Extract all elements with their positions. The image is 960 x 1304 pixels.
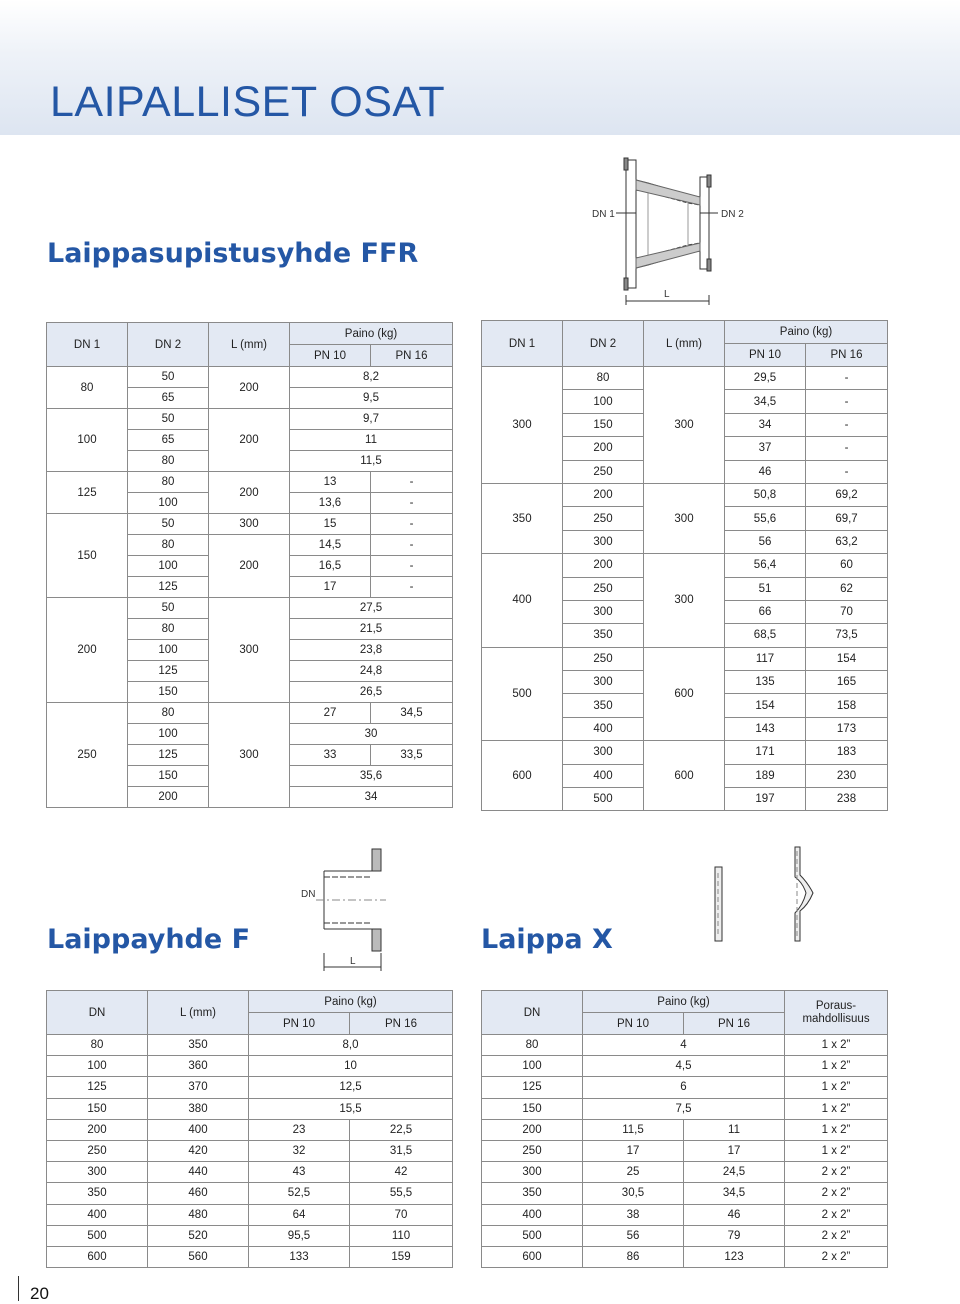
pn10-cell: 37 xyxy=(725,437,806,460)
pn16-cell: - xyxy=(371,535,453,556)
dn2-cell: 125 xyxy=(128,745,209,766)
dn2-cell: 100 xyxy=(128,724,209,745)
dn2-cell: 200 xyxy=(128,787,209,808)
header-pn10: PN 10 xyxy=(725,344,806,367)
dn2-cell: 250 xyxy=(563,460,644,483)
l-cell: 200 xyxy=(209,367,290,409)
pn10-cell: 117 xyxy=(725,647,806,670)
pn10-cell: 56 xyxy=(583,1225,684,1246)
dn2-cell: 400 xyxy=(563,764,644,787)
pn16-cell: 173 xyxy=(806,717,888,740)
dn-cell: 300 xyxy=(47,1162,148,1183)
pn16-cell: 69,2 xyxy=(806,483,888,506)
weight-cell: 21,5 xyxy=(290,619,453,640)
pn10-cell: 23 xyxy=(249,1119,350,1140)
pn16-cell: 42 xyxy=(350,1162,453,1183)
dn-cell: 80 xyxy=(47,1035,148,1056)
l-cell: 520 xyxy=(148,1225,249,1246)
pn10-cell: 95,5 xyxy=(249,1225,350,1246)
dn-cell: 100 xyxy=(47,1056,148,1077)
l-cell: 560 xyxy=(148,1246,249,1267)
pn10-cell: 43 xyxy=(249,1162,350,1183)
pn10-cell: 52,5 xyxy=(249,1183,350,1204)
pn16-cell: 158 xyxy=(806,694,888,717)
dn-cell: 100 xyxy=(482,1056,583,1077)
pn10-cell: 25 xyxy=(583,1162,684,1183)
dn1-cell: 100 xyxy=(47,409,128,472)
l-cell: 370 xyxy=(148,1077,249,1098)
pn16-cell: 154 xyxy=(806,647,888,670)
dn-cell: 400 xyxy=(47,1204,148,1225)
l-cell: 300 xyxy=(209,598,290,703)
dn-cell: 600 xyxy=(482,1246,583,1267)
header-dn2: DN 2 xyxy=(128,323,209,367)
dn1-cell: 125 xyxy=(47,472,128,514)
dn2-cell: 50 xyxy=(128,367,209,388)
pn10-cell: 29,5 xyxy=(725,367,806,390)
weight-cell: 11 xyxy=(290,430,453,451)
ffr-table-right xyxy=(481,320,888,811)
pn10-cell: 16,5 xyxy=(290,556,371,577)
pn16-cell: 33,5 xyxy=(371,745,453,766)
dn2-cell: 65 xyxy=(128,430,209,451)
pn10-cell: 133 xyxy=(249,1246,350,1267)
pn10-cell: 189 xyxy=(725,764,806,787)
poraus-cell: 1 x 2” xyxy=(785,1035,888,1056)
weight-cell: 7,5 xyxy=(583,1098,785,1119)
dn-cell: 500 xyxy=(47,1225,148,1246)
laippayhde-f-title: Laippayhde F xyxy=(47,924,251,955)
dn-cell: 400 xyxy=(482,1204,583,1225)
l-cell: 400 xyxy=(148,1119,249,1140)
pn16-cell: 55,5 xyxy=(350,1183,453,1204)
poraus-cell: 2 x 2” xyxy=(785,1246,888,1267)
header-paino: Paino (kg) xyxy=(725,321,888,344)
pn16-cell: 183 xyxy=(806,741,888,764)
pn10-cell: 34,5 xyxy=(725,390,806,413)
weight-cell: 4,5 xyxy=(583,1056,785,1077)
dn2-cell: 80 xyxy=(128,451,209,472)
pn16-cell: 34,5 xyxy=(684,1183,785,1204)
dn2-cell: 80 xyxy=(128,472,209,493)
l-cell: 300 xyxy=(644,483,725,553)
dn1-cell: 200 xyxy=(47,598,128,703)
pn16-cell: - xyxy=(371,577,453,598)
dn2-cell: 500 xyxy=(563,788,644,811)
pn10-cell: 66 xyxy=(725,600,806,623)
poraus-cell: 2 x 2” xyxy=(785,1183,888,1204)
l-cell: 360 xyxy=(148,1056,249,1077)
dn2-cell: 80 xyxy=(128,619,209,640)
dn-cell: 250 xyxy=(47,1140,148,1161)
pn10-cell: 34 xyxy=(725,413,806,436)
poraus-cell: 1 x 2” xyxy=(785,1140,888,1161)
pn10-cell: 33 xyxy=(290,745,371,766)
pn10-cell: 14,5 xyxy=(290,535,371,556)
dn-cell: 80 xyxy=(482,1035,583,1056)
pn16-cell: - xyxy=(371,493,453,514)
pn10-cell: 38 xyxy=(583,1204,684,1225)
poraus-cell: 2 x 2” xyxy=(785,1204,888,1225)
pn16-cell: 159 xyxy=(350,1246,453,1267)
weight-cell: 34 xyxy=(290,787,453,808)
header-banner xyxy=(0,0,960,135)
weight-cell: 12,5 xyxy=(249,1077,453,1098)
dn2-cell: 80 xyxy=(563,367,644,390)
dn2-cell: 250 xyxy=(563,507,644,530)
dn2-cell: 50 xyxy=(128,409,209,430)
dn2-cell: 125 xyxy=(128,577,209,598)
dn2-cell: 100 xyxy=(128,556,209,577)
pn16-cell: 230 xyxy=(806,764,888,787)
pn10-cell: 27 xyxy=(290,703,371,724)
pn16-cell: 70 xyxy=(806,600,888,623)
pn10-cell: 13,6 xyxy=(290,493,371,514)
header-pn10: PN 10 xyxy=(583,1013,684,1035)
dn2-cell: 150 xyxy=(128,766,209,787)
l-cell: 300 xyxy=(209,514,290,535)
header-paino: Paino (kg) xyxy=(583,991,785,1013)
pn16-cell: 24,5 xyxy=(684,1162,785,1183)
dn2-cell: 250 xyxy=(563,577,644,600)
dn2-cell: 100 xyxy=(128,640,209,661)
l-cell: 380 xyxy=(148,1098,249,1119)
pn16-cell: 70 xyxy=(350,1204,453,1225)
pn10-cell: 68,5 xyxy=(725,624,806,647)
l-label: L xyxy=(664,289,670,300)
pn16-cell: 60 xyxy=(806,554,888,577)
weight-cell: 35,6 xyxy=(290,766,453,787)
dn2-cell: 350 xyxy=(563,694,644,717)
dn-label: DN xyxy=(301,889,316,900)
pn10-cell: 51 xyxy=(725,577,806,600)
header-paino: Paino (kg) xyxy=(249,991,453,1013)
dn1-cell: 500 xyxy=(482,647,563,741)
weight-cell: 9,5 xyxy=(290,388,453,409)
pn16-cell: - xyxy=(806,460,888,483)
page-number-divider xyxy=(18,1276,19,1301)
weight-cell: 9,7 xyxy=(290,409,453,430)
header-pn10: PN 10 xyxy=(249,1013,350,1035)
pn10-cell: 30,5 xyxy=(583,1183,684,1204)
dn-cell: 250 xyxy=(482,1140,583,1161)
dn2-cell: 350 xyxy=(563,624,644,647)
header-dn1: DN 1 xyxy=(47,323,128,367)
laippa-x-drawing xyxy=(705,845,835,945)
pn16-cell: 110 xyxy=(350,1225,453,1246)
header-l: L (mm) xyxy=(644,321,725,367)
dn2-cell: 300 xyxy=(563,530,644,553)
pn16-cell: 62 xyxy=(806,577,888,600)
weight-cell: 11,5 xyxy=(290,451,453,472)
laippa-x-table xyxy=(481,990,888,1268)
dn2-cell: 80 xyxy=(128,703,209,724)
pn16-cell: - xyxy=(371,556,453,577)
poraus-cell: 2 x 2” xyxy=(785,1225,888,1246)
dn-cell: 350 xyxy=(47,1183,148,1204)
weight-cell: 26,5 xyxy=(290,682,453,703)
dn-cell: 200 xyxy=(47,1119,148,1140)
ffr-drawing xyxy=(588,155,763,305)
header-dn: DN xyxy=(482,991,583,1035)
laippayhde-f-table xyxy=(46,990,453,1268)
header-pn16: PN 16 xyxy=(806,344,888,367)
pn16-cell: - xyxy=(371,514,453,535)
header-dn1: DN 1 xyxy=(482,321,563,367)
dn2-label: DN 2 xyxy=(721,209,744,220)
poraus-cell: 1 x 2” xyxy=(785,1077,888,1098)
l-cell: 300 xyxy=(209,703,290,808)
dn-cell: 300 xyxy=(482,1162,583,1183)
l-label: L xyxy=(350,956,356,967)
header-poraus-line2: mahdollisuus xyxy=(802,1012,870,1025)
header-poraus-line1: Poraus- xyxy=(815,999,857,1012)
ffr-table-left xyxy=(46,322,453,808)
laippa-x-title: Laippa X xyxy=(481,924,613,955)
l-cell: 350 xyxy=(148,1035,249,1056)
page-title: LAIPALLISET OSAT xyxy=(50,78,446,126)
dn2-cell: 125 xyxy=(128,661,209,682)
dn2-cell: 300 xyxy=(563,600,644,623)
dn-cell: 125 xyxy=(47,1077,148,1098)
dn2-cell: 300 xyxy=(563,741,644,764)
pn16-cell: - xyxy=(806,413,888,436)
poraus-cell: 1 x 2” xyxy=(785,1056,888,1077)
pn10-cell: 154 xyxy=(725,694,806,717)
dn2-cell: 150 xyxy=(128,682,209,703)
dn2-cell: 200 xyxy=(563,554,644,577)
l-cell: 600 xyxy=(644,741,725,811)
weight-cell: 23,8 xyxy=(290,640,453,661)
weight-cell: 24,8 xyxy=(290,661,453,682)
dn2-cell: 300 xyxy=(563,671,644,694)
pn16-cell: 46 xyxy=(684,1204,785,1225)
dn-cell: 200 xyxy=(482,1119,583,1140)
poraus-cell: 1 x 2” xyxy=(785,1119,888,1140)
l-cell: 200 xyxy=(209,535,290,598)
header-dn2: DN 2 xyxy=(563,321,644,367)
pn16-cell: - xyxy=(371,472,453,493)
pn10-cell: 11,5 xyxy=(583,1119,684,1140)
dn2-cell: 250 xyxy=(563,647,644,670)
header-porausmahdollisuus xyxy=(785,991,888,1035)
dn1-cell: 600 xyxy=(482,741,563,811)
pn10-cell: 17 xyxy=(290,577,371,598)
pn16-cell: - xyxy=(806,367,888,390)
pn16-cell: 238 xyxy=(806,788,888,811)
weight-cell: 30 xyxy=(290,724,453,745)
header-pn16: PN 16 xyxy=(684,1013,785,1035)
pn16-cell: 165 xyxy=(806,671,888,694)
pn16-cell: 73,5 xyxy=(806,624,888,647)
weight-cell: 15,5 xyxy=(249,1098,453,1119)
pn10-cell: 50,8 xyxy=(725,483,806,506)
pn10-cell: 17 xyxy=(583,1140,684,1161)
l-cell: 420 xyxy=(148,1140,249,1161)
l-cell: 200 xyxy=(209,409,290,472)
header-paino: Paino (kg) xyxy=(290,323,453,345)
pn16-cell: 11 xyxy=(684,1119,785,1140)
l-cell: 460 xyxy=(148,1183,249,1204)
dn1-cell: 300 xyxy=(482,367,563,484)
l-cell: 600 xyxy=(644,647,725,741)
l-cell: 300 xyxy=(644,554,725,648)
weight-cell: 8,2 xyxy=(290,367,453,388)
header-pn10: PN 10 xyxy=(290,345,371,367)
l-cell: 440 xyxy=(148,1162,249,1183)
weight-cell: 8,0 xyxy=(249,1035,453,1056)
dn1-cell: 150 xyxy=(47,514,128,598)
pn10-cell: 13 xyxy=(290,472,371,493)
dn-cell: 350 xyxy=(482,1183,583,1204)
pn16-cell: 69,7 xyxy=(806,507,888,530)
dn2-cell: 80 xyxy=(128,535,209,556)
pn16-cell: - xyxy=(806,437,888,460)
weight-cell: 27,5 xyxy=(290,598,453,619)
pn16-cell: 123 xyxy=(684,1246,785,1267)
laippayhde-f-drawing xyxy=(296,845,406,975)
pn10-cell: 15 xyxy=(290,514,371,535)
pn10-cell: 64 xyxy=(249,1204,350,1225)
poraus-cell: 2 x 2” xyxy=(785,1162,888,1183)
weight-cell: 4 xyxy=(583,1035,785,1056)
dn1-cell: 250 xyxy=(47,703,128,808)
pn10-cell: 143 xyxy=(725,717,806,740)
header-l: L (mm) xyxy=(209,323,290,367)
dn1-label: DN 1 xyxy=(592,209,615,220)
dn2-cell: 200 xyxy=(563,437,644,460)
dn-cell: 125 xyxy=(482,1077,583,1098)
pn10-cell: 55,6 xyxy=(725,507,806,530)
pn10-cell: 135 xyxy=(725,671,806,694)
pn10-cell: 56 xyxy=(725,530,806,553)
dn-cell: 600 xyxy=(47,1246,148,1267)
header-dn: DN xyxy=(47,991,148,1035)
pn16-cell: - xyxy=(806,390,888,413)
l-cell: 200 xyxy=(209,472,290,514)
poraus-cell: 1 x 2” xyxy=(785,1098,888,1119)
dn2-cell: 400 xyxy=(563,717,644,740)
dn2-cell: 150 xyxy=(563,413,644,436)
pn10-cell: 46 xyxy=(725,460,806,483)
dn-cell: 500 xyxy=(482,1225,583,1246)
weight-cell: 10 xyxy=(249,1056,453,1077)
dn2-cell: 100 xyxy=(563,390,644,413)
pn10-cell: 86 xyxy=(583,1246,684,1267)
header-pn16: PN 16 xyxy=(371,345,453,367)
dn2-cell: 100 xyxy=(128,493,209,514)
pn16-cell: 79 xyxy=(684,1225,785,1246)
pn10-cell: 171 xyxy=(725,741,806,764)
pn16-cell: 22,5 xyxy=(350,1119,453,1140)
l-cell: 300 xyxy=(644,367,725,484)
dn1-cell: 350 xyxy=(482,483,563,553)
pn10-cell: 56,4 xyxy=(725,554,806,577)
dn-cell: 150 xyxy=(47,1098,148,1119)
dn2-cell: 200 xyxy=(563,483,644,506)
pn16-cell: 63,2 xyxy=(806,530,888,553)
dn2-cell: 50 xyxy=(128,598,209,619)
dn1-cell: 80 xyxy=(47,367,128,409)
dn2-cell: 65 xyxy=(128,388,209,409)
pn16-cell: 17 xyxy=(684,1140,785,1161)
pn16-cell: 31,5 xyxy=(350,1140,453,1161)
ffr-title: Laippasupistusyhde FFR xyxy=(47,238,419,269)
pn10-cell: 32 xyxy=(249,1140,350,1161)
dn-cell: 150 xyxy=(482,1098,583,1119)
dn1-cell: 400 xyxy=(482,554,563,648)
weight-cell: 6 xyxy=(583,1077,785,1098)
page-number: 20 xyxy=(30,1284,49,1303)
header-pn16: PN 16 xyxy=(350,1013,453,1035)
pn10-cell: 197 xyxy=(725,788,806,811)
dn2-cell: 50 xyxy=(128,514,209,535)
l-cell: 480 xyxy=(148,1204,249,1225)
header-l: L (mm) xyxy=(148,991,249,1035)
pn16-cell: 34,5 xyxy=(371,703,453,724)
